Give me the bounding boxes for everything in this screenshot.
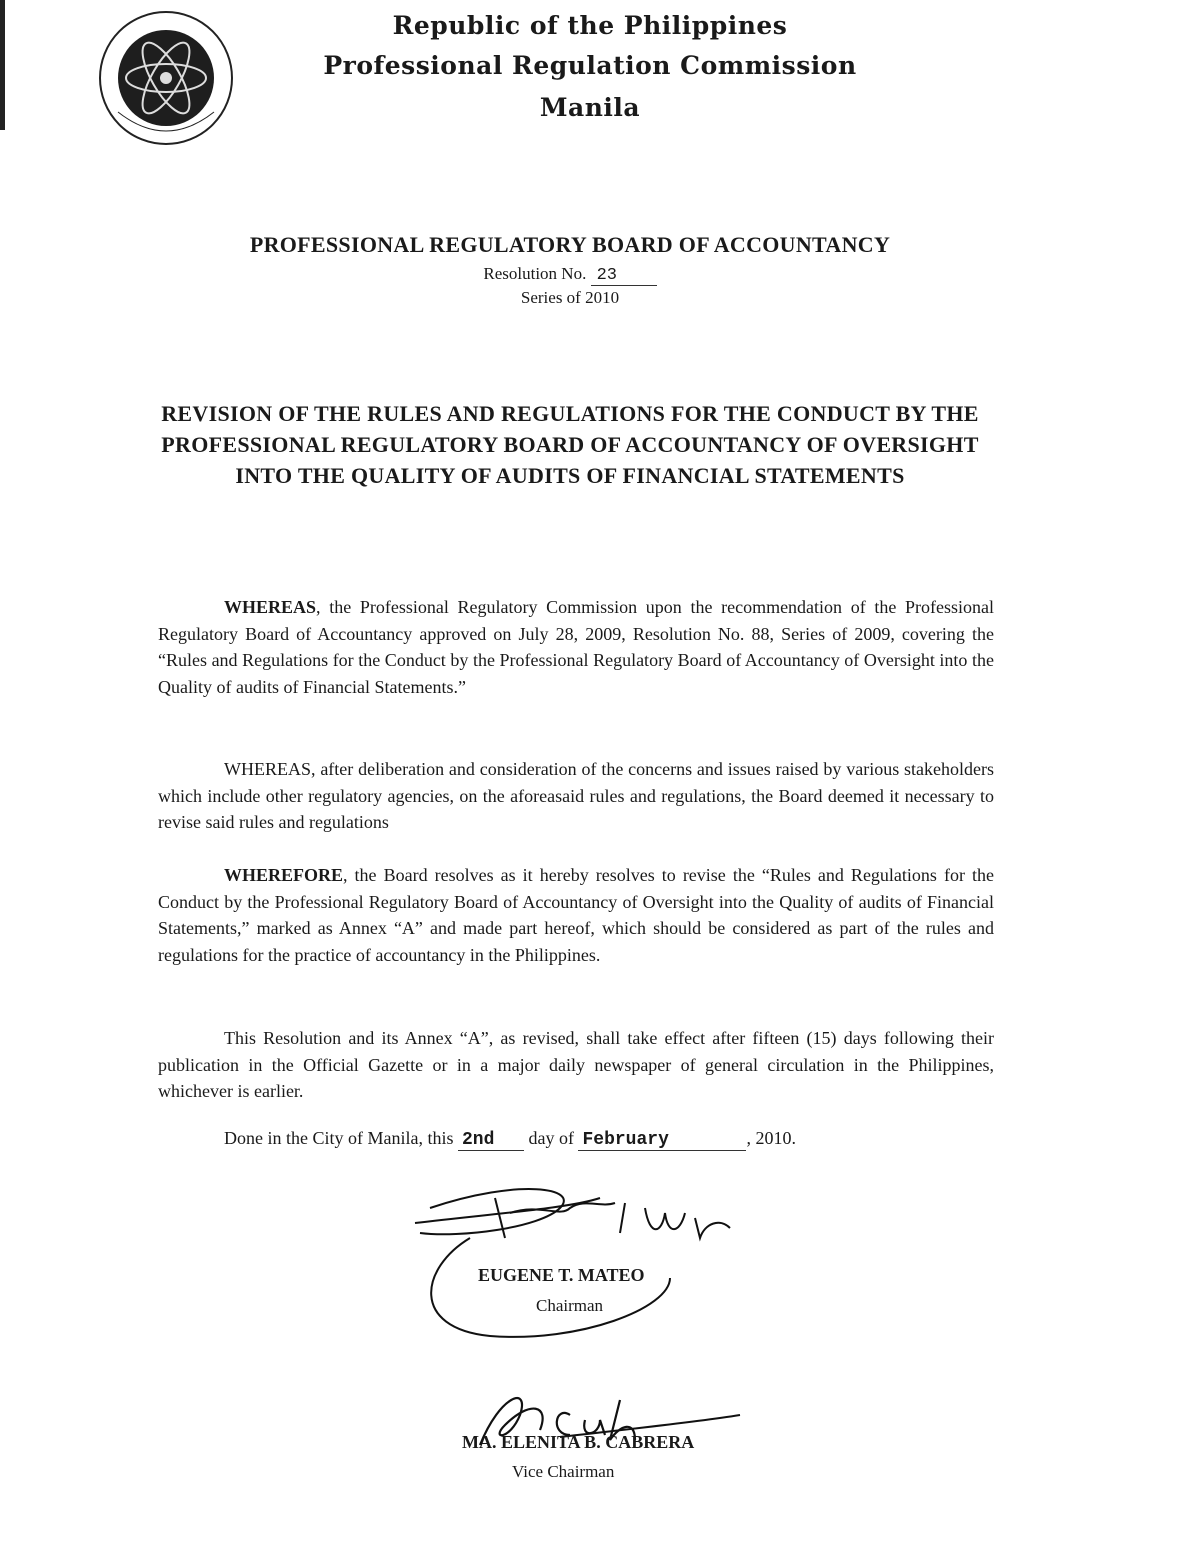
done-month: February (578, 1130, 746, 1151)
board-title: PROFESSIONAL REGULATORY BOARD OF ACCOUNTANCY (249, 232, 891, 257)
done-day: 2nd (458, 1130, 524, 1151)
scan-edge (0, 0, 5, 130)
board-heading (0, 232, 1140, 308)
done-suffix: , 2010. (746, 1128, 796, 1148)
chairman-title: Chairman (536, 1296, 604, 1315)
resolution-line (0, 264, 1140, 286)
resolution-number: 23 (591, 266, 657, 286)
done-middle: day of (528, 1128, 574, 1148)
vice-chairman-title: Vice Chairman (512, 1462, 615, 1481)
paragraph-effectivity: This Resolution and its Annex “A”, as revised, shall take effect after fifteen (15) days following their publication in the Official Gazette or in a major daily newspaper of general circulation in the Philippines, whichever is earlier. (158, 1028, 994, 1101)
paragraph-wherefore (158, 862, 994, 968)
paragraph-wherefore-text: , the Board resolves as it hereby resolves to revise the “Rules and Regulations for the Conduct by the Professional Regulatory Board of Accountancy of Oversight into the Quality of audits of Financial Statements,” marked as Annex “A” and made part hereof, which should be considered as part of the rules and regulations for the practice of accountancy in the Philippines. (158, 865, 994, 965)
paragraph-whereas-2: WHEREAS, after deliberation and consideration of the concerns and issues raised by various stakeholders which include other regulatory agencies, on the aforeasaid rules and regulations, the Board deemed it necessary to revise said rules and regulations (158, 759, 994, 832)
prc-seal-icon (98, 10, 234, 146)
resolution-title: REVISION OF THE RULES AND REGULATIONS FOR THE CONDUCT BY THE PROFESSIONAL REGULATORY BOARD OF ACCOUNTANCY OF OVERSIGHT INTO THE QUALITY OF AUDITS OF FINANCIAL STATEMENTS (161, 401, 979, 488)
paragraph-whereas-1-text: , the Professional Regulatory Commission upon the recommendation of the Professional Regulatory Board of Accountancy approved on July 28, 2009, Resolution No. 88, Series of 2009, covering the “Rules and Regulations for the Conduct by the Professional Regulatory Board of Accountancy of Oversight into the Quality of audits of Financial Statements.” (158, 597, 994, 697)
paragraph-whereas-1 (158, 594, 994, 700)
vice-chairman-name: MA. ELENITA B. CABRERA (462, 1432, 695, 1452)
chairman-name: EUGENE T. MATEO (478, 1265, 645, 1285)
letterhead-city: Manila (539, 93, 641, 122)
letterhead-republic: Republic of the Philippines (392, 11, 788, 40)
letterhead-commission: Professional Regulation Commission (323, 51, 857, 80)
letterhead (300, 8, 880, 128)
whereas-lead: WHEREAS (224, 597, 317, 617)
done-prefix: Done in the City of Manila, this (224, 1128, 454, 1148)
done-line (224, 1128, 796, 1151)
wherefore-lead: WHEREFORE (224, 865, 344, 885)
resolution-label: Resolution No. (483, 264, 587, 283)
series-line: Series of 2010 (520, 288, 620, 307)
vice-chairman-signature (460, 1385, 760, 1465)
